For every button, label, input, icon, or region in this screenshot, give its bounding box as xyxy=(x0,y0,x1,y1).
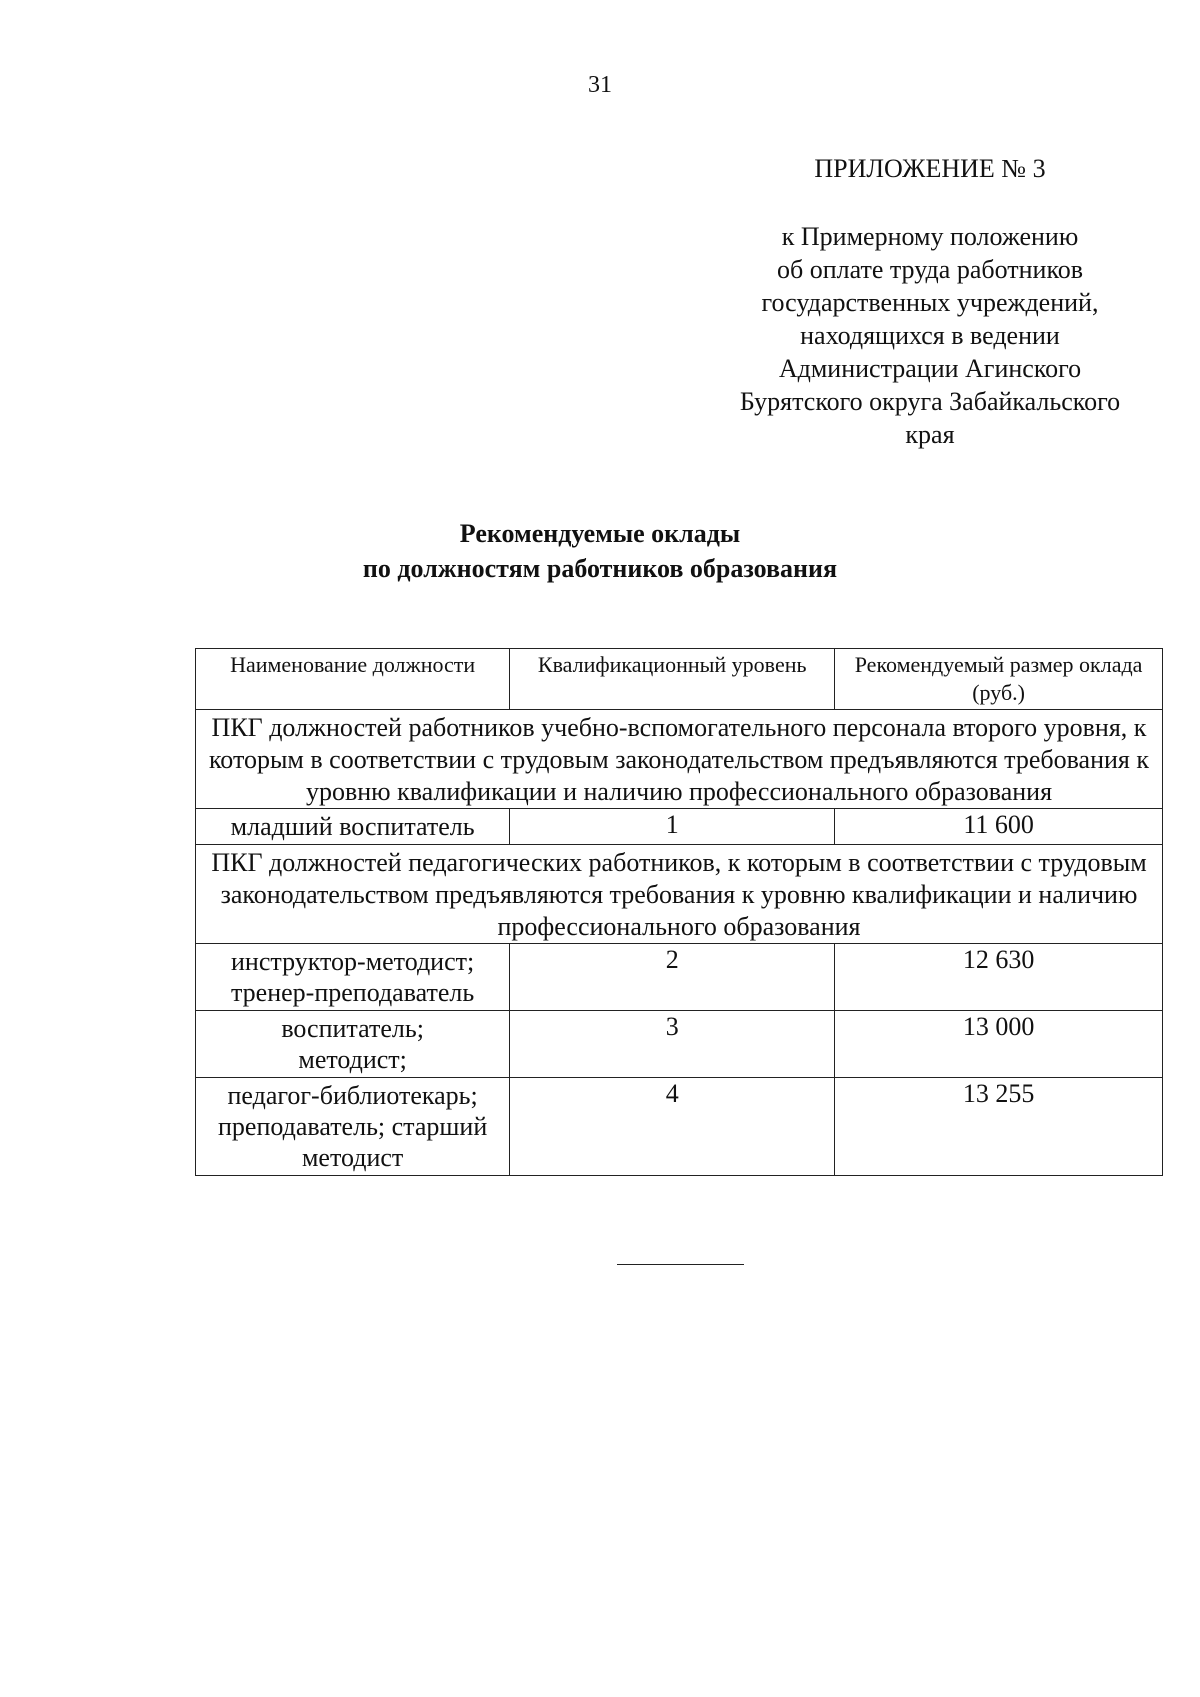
document-title xyxy=(0,516,1200,586)
table-row xyxy=(196,1011,1163,1078)
column-header-level: Квалификационный уровень xyxy=(510,649,835,710)
salary-cell: 12 630 xyxy=(835,944,1163,1011)
table-row xyxy=(196,1078,1163,1176)
appendix-subtitle-line: об оплате труда работников xyxy=(776,255,1084,284)
position-cell: инструктор-методист; тренер-преподаватель xyxy=(196,944,510,1011)
salary-table xyxy=(195,648,1163,1176)
table-row xyxy=(196,809,1163,845)
salary-cell: 11 600 xyxy=(835,809,1163,845)
appendix-subtitle-line: к Примерному положению xyxy=(781,222,1079,251)
group-row xyxy=(196,845,1163,944)
closing-rule xyxy=(617,1264,744,1265)
group-title: ПКГ должностей педагогических работников, к которым в соответствии с трудовым законодательством предъявляются требования к уровню квалификации и наличию профессионального образования xyxy=(196,845,1163,944)
salary-cell: 13 255 xyxy=(835,1078,1163,1176)
group-row xyxy=(196,710,1163,809)
level-cell: 1 xyxy=(510,809,835,845)
salary-cell: 13 000 xyxy=(835,1011,1163,1078)
table-row xyxy=(196,944,1163,1011)
appendix-title: ПРИЛОЖЕНИЕ № 3 xyxy=(814,154,1046,183)
document-title-line: по должностям работников образования xyxy=(362,554,838,583)
appendix-subtitle-line: государственных учреждений, xyxy=(761,288,1099,317)
level-cell: 3 xyxy=(510,1011,835,1078)
column-header-position: Наименование должности xyxy=(196,649,510,710)
level-cell: 2 xyxy=(510,944,835,1011)
level-cell: 4 xyxy=(510,1078,835,1176)
group-title: ПКГ должностей работников учебно-вспомогательного персонала второго уровня, к которым в соответствии с трудовым законодательством предъявляются требования к уровню квалификации и наличию профессионального образования xyxy=(196,710,1163,809)
appendix-subtitle-line: Администрации Агинского xyxy=(778,354,1082,383)
appendix-subtitle-line: края xyxy=(905,420,955,449)
document-title-line: Рекомендуемые оклады xyxy=(459,519,741,548)
position-cell: воспитатель; методист; xyxy=(196,1011,510,1078)
appendix-block xyxy=(680,152,1180,451)
table-header-row xyxy=(196,649,1163,710)
page-number: 31 xyxy=(588,72,612,98)
appendix-subtitle-line: находящихся в ведении xyxy=(800,321,1060,350)
column-header-salary: Рекомендуемый размер оклада (руб.) xyxy=(835,649,1163,710)
appendix-subtitle xyxy=(680,220,1180,451)
position-cell: педагог-библиотекарь; преподаватель; старший методист xyxy=(196,1078,510,1176)
position-cell: младший воспитатель xyxy=(196,809,510,845)
appendix-subtitle-line: Бурятского округа Забайкальского xyxy=(739,387,1121,416)
